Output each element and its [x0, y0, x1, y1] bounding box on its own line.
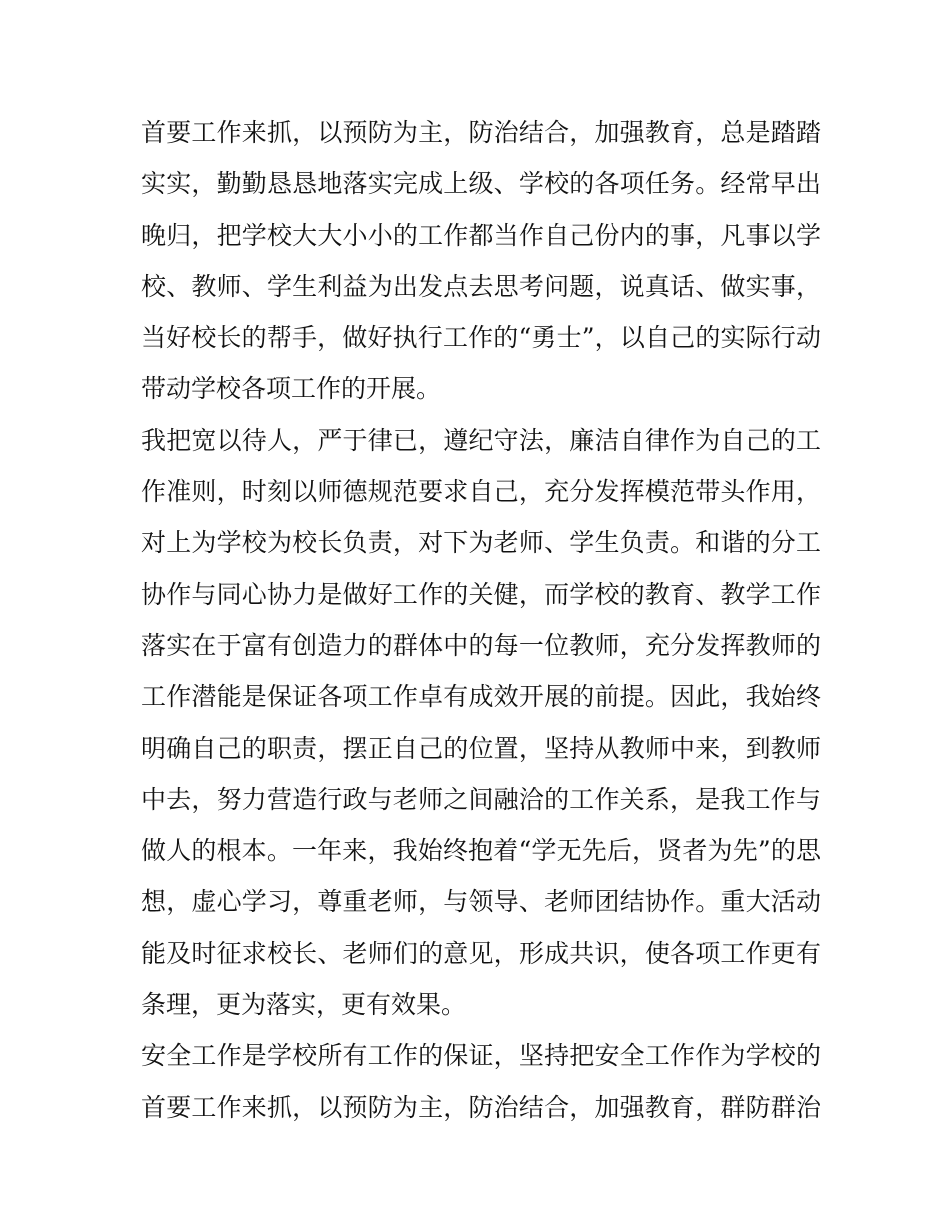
text-line: 协作与同心协力是做好工作的关健，而学校的教育、教学工作	[141, 579, 821, 609]
text-line: 首要工作来抓，以预防为主，防治结合，加强教育，总是踏踏	[141, 118, 821, 147]
text-line: 落实在于富有创造力的群体中的每一位教师，充分发挥教师的	[141, 630, 821, 660]
text-line: 条理，更为落实，更有效果。	[141, 990, 467, 1020]
paragraph-1	[141, 107, 821, 415]
text-line: 中去，努力营造行政与老师之间融洽的工作关系，是我工作与	[141, 784, 821, 814]
text-line: 对上为学校为校长负责，对下为老师、学生负责。和谐的分工	[141, 528, 821, 558]
text-line: 首要工作来抓，以预防为主，防治结合，加强教育，群防群治	[141, 1092, 821, 1122]
text-line: 作准则，时刻以师德规范要求自己，充分发挥模范带头作用，	[141, 477, 821, 507]
text-line: 实实，勤勤恳恳地落实完成上级、学校的各项任务。经常早出	[141, 169, 821, 199]
text-line: 当好校长的帮手，做好执行工作的“勇士”，以自己的实际行动	[141, 323, 821, 353]
text-line: 想，虚心学习，尊重老师，与领导、老师团结协作。重大活动	[141, 887, 821, 917]
paragraph-2	[141, 415, 821, 1031]
document-body	[141, 107, 821, 1133]
text-line: 安全工作是学校所有工作的保证，坚持把安全工作作为学校的	[141, 1041, 821, 1071]
paragraph-3	[141, 1030, 821, 1133]
text-line: 做人的根本。一年来，我始终抱着“学无先后，贤者为先”的思	[141, 836, 821, 866]
text-line: 明确自己的职责，摆正自己的位置，坚持从教师中来，到教师	[141, 733, 821, 763]
text-line: 校、教师、学生利益为出发点去思考问题，说真话、做实事，	[141, 271, 821, 301]
text-line: 晚归，把学校大大小小的工作都当作自己份内的事，凡事以学	[141, 220, 821, 250]
text-line: 带动学校各项工作的开展。	[141, 374, 442, 404]
text-line: 能及时征求校长、老师们的意见，形成共识，使各项工作更有	[141, 938, 821, 968]
text-line: 工作潜能是保证各项工作卓有成效开展的前提。因此，我始终	[141, 682, 821, 712]
text-line: 我把宽以待人，严于律已，遵纪守法，廉洁自律作为自己的工	[141, 425, 821, 455]
